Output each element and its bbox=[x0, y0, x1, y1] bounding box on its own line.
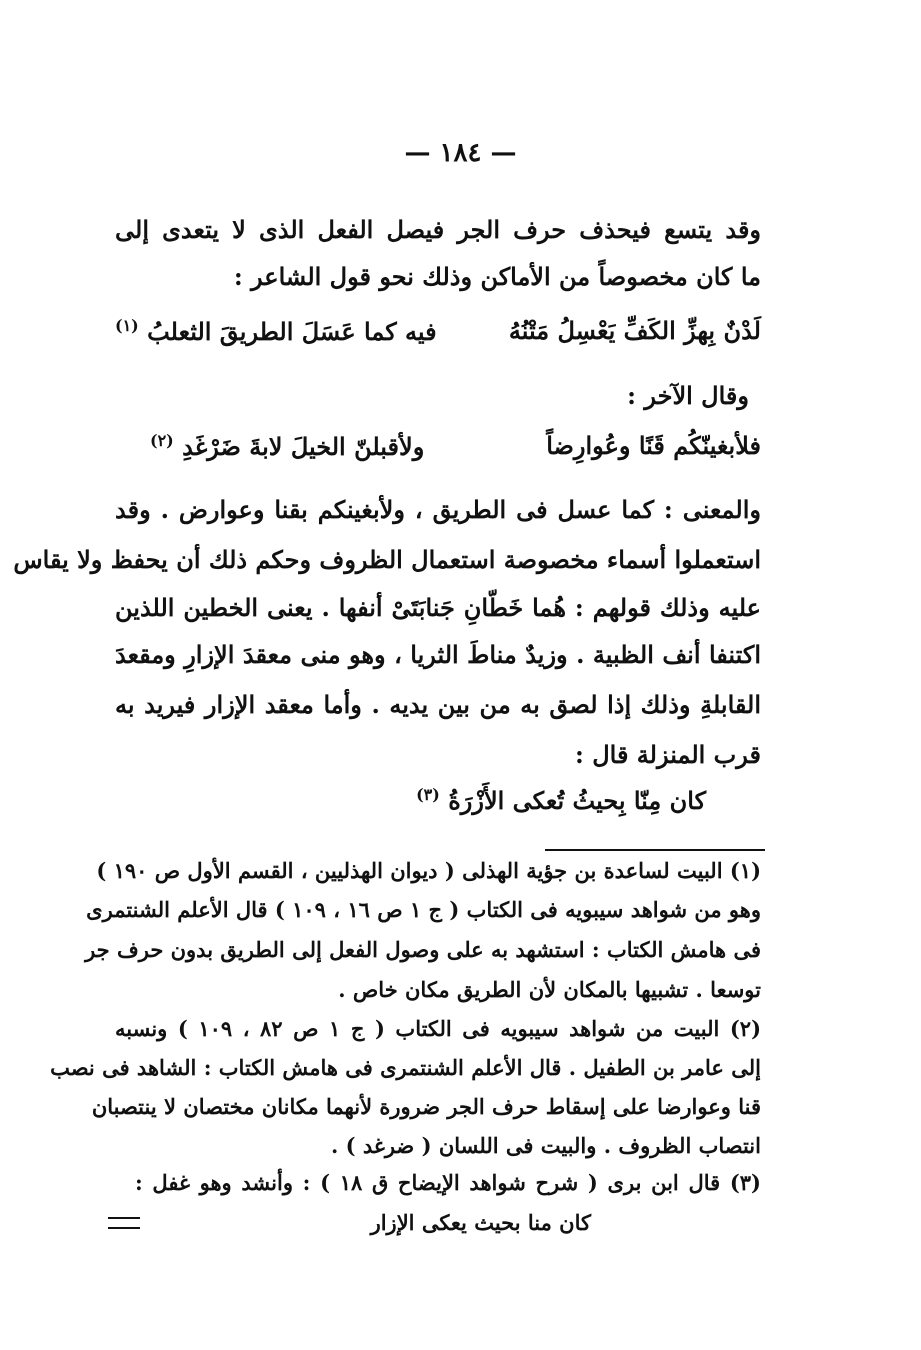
verse-3 bbox=[416, 785, 706, 815]
verse-1-right: لَدْنٌ بِهزِّ الكَفِّ يَعْسِلُ مَتْنُهُ bbox=[508, 316, 761, 345]
body-line-5: استعملوا أسماء مخصوصة استعمال الظروف وحكم ذلك أن يحفظ ولا يقاس bbox=[13, 545, 761, 574]
verse-1-first-hemistich bbox=[509, 316, 761, 345]
verse-2-left: ولأقبلنّ الخيلَ لابةَ ضَرْغَدِ bbox=[182, 432, 425, 461]
verse-3-text: كان مِنّا بِحيثُ تُعكى الأَزْرَةُ bbox=[448, 786, 706, 815]
footnote-2-line-2: إلى عامر بن الطفيل . قال الأعلم الشنتمرى فى هامش الكتاب : الشاهد فى نصب bbox=[50, 1055, 761, 1080]
footnote-1-line-1: (١) البيت لساعدة بن جؤية الهذلى ( ديوان الهذليين ، القسم الأول ص ١٩٠ ) bbox=[96, 858, 761, 883]
verse-2-right: فلأبغينّكُم قَنًا وعُوارِضاً bbox=[546, 431, 761, 460]
body-line-7: اكتنفا أنف الظبية . وزيدٌ مناطَ الثريا ، وهو منى معقدَ الإزارِ ومقعدَ bbox=[115, 640, 761, 669]
verse-2-first-hemistich bbox=[546, 431, 761, 460]
footnote-ref-3: (٣) bbox=[416, 785, 440, 804]
body-line-4: والمعنى : كما عسل فى الطريق ، ولأبغينكم بقنا وعوارض . وقد bbox=[115, 495, 761, 524]
footnote-divider bbox=[545, 849, 765, 851]
footnote-2-line-4: انتصاب الظروف . والبيت فى اللسان ( ضرغد ) . bbox=[330, 1133, 761, 1158]
body-line-2: ما كان مخصوصاً من الأماكن وذلك نحو قول الشاعر : bbox=[233, 262, 761, 291]
body-line-3: وقال الآخر : bbox=[627, 381, 749, 410]
footnote-1-line-3: فى هامش الكتاب : استشهد به على وصول الفعل إلى الطريق بدون حرف جر bbox=[85, 937, 761, 962]
end-of-page-mark bbox=[108, 1217, 140, 1229]
body-line-9: قرب المنزلة قال : bbox=[575, 740, 761, 769]
footnote-3-line-1: (٣) قال ابن برى ( شرح شواهد الإيضاح ق ١٨ ) : وأنشد وهو غفل : bbox=[135, 1170, 761, 1195]
verse-2-second-hemistich bbox=[150, 431, 424, 461]
body-line-8: القابلةِ وذلك إذا لصق به من بين يديه . وأما معقد الإزار فيريد به bbox=[115, 690, 761, 719]
verse-1-left: فيه كما عَسَلَ الطريقَ الثعلبُ bbox=[147, 317, 437, 346]
body-line-1: وقد يتسع فيحذف حرف الجر فيصل الفعل الذى لا يتعدى إلى bbox=[115, 215, 761, 244]
footnote-1-line-2: وهو من شواهد سيبويه فى الكتاب ( ج ١ ص ١٦ ، ١٠٩ ) قال الأعلم الشنتمرى bbox=[86, 897, 761, 922]
body-line-6: عليه وذلك قولهم : هُما خَطّانِ جَنابَتَىْ أنفها . يعنى الخطين اللذين bbox=[115, 593, 761, 622]
footnote-2-line-3: قنا وعوارضا على إسقاط حرف الجر ضرورة لأنهما مكانان مختصان لا ينتصبان bbox=[91, 1094, 761, 1119]
footnote-3-line-2: كان منا بحيث يعكى الإزار bbox=[370, 1210, 591, 1235]
footnote-2-line-1: (٢) البيت من شواهد سيبويه فى الكتاب ( ج ١ ص ٨٢ ، ١٠٩ ) ونسبه bbox=[115, 1016, 762, 1041]
page-number: — ١٨٤ — bbox=[404, 138, 517, 168]
footnote-1-line-4: توسعا . تشبيها بالمكان لأن الطريق مكان خاص . bbox=[338, 977, 761, 1002]
footnote-ref-1: (١) bbox=[115, 316, 139, 335]
footnote-ref-2: (٢) bbox=[150, 431, 174, 450]
verse-1-second-hemistich bbox=[115, 316, 437, 346]
